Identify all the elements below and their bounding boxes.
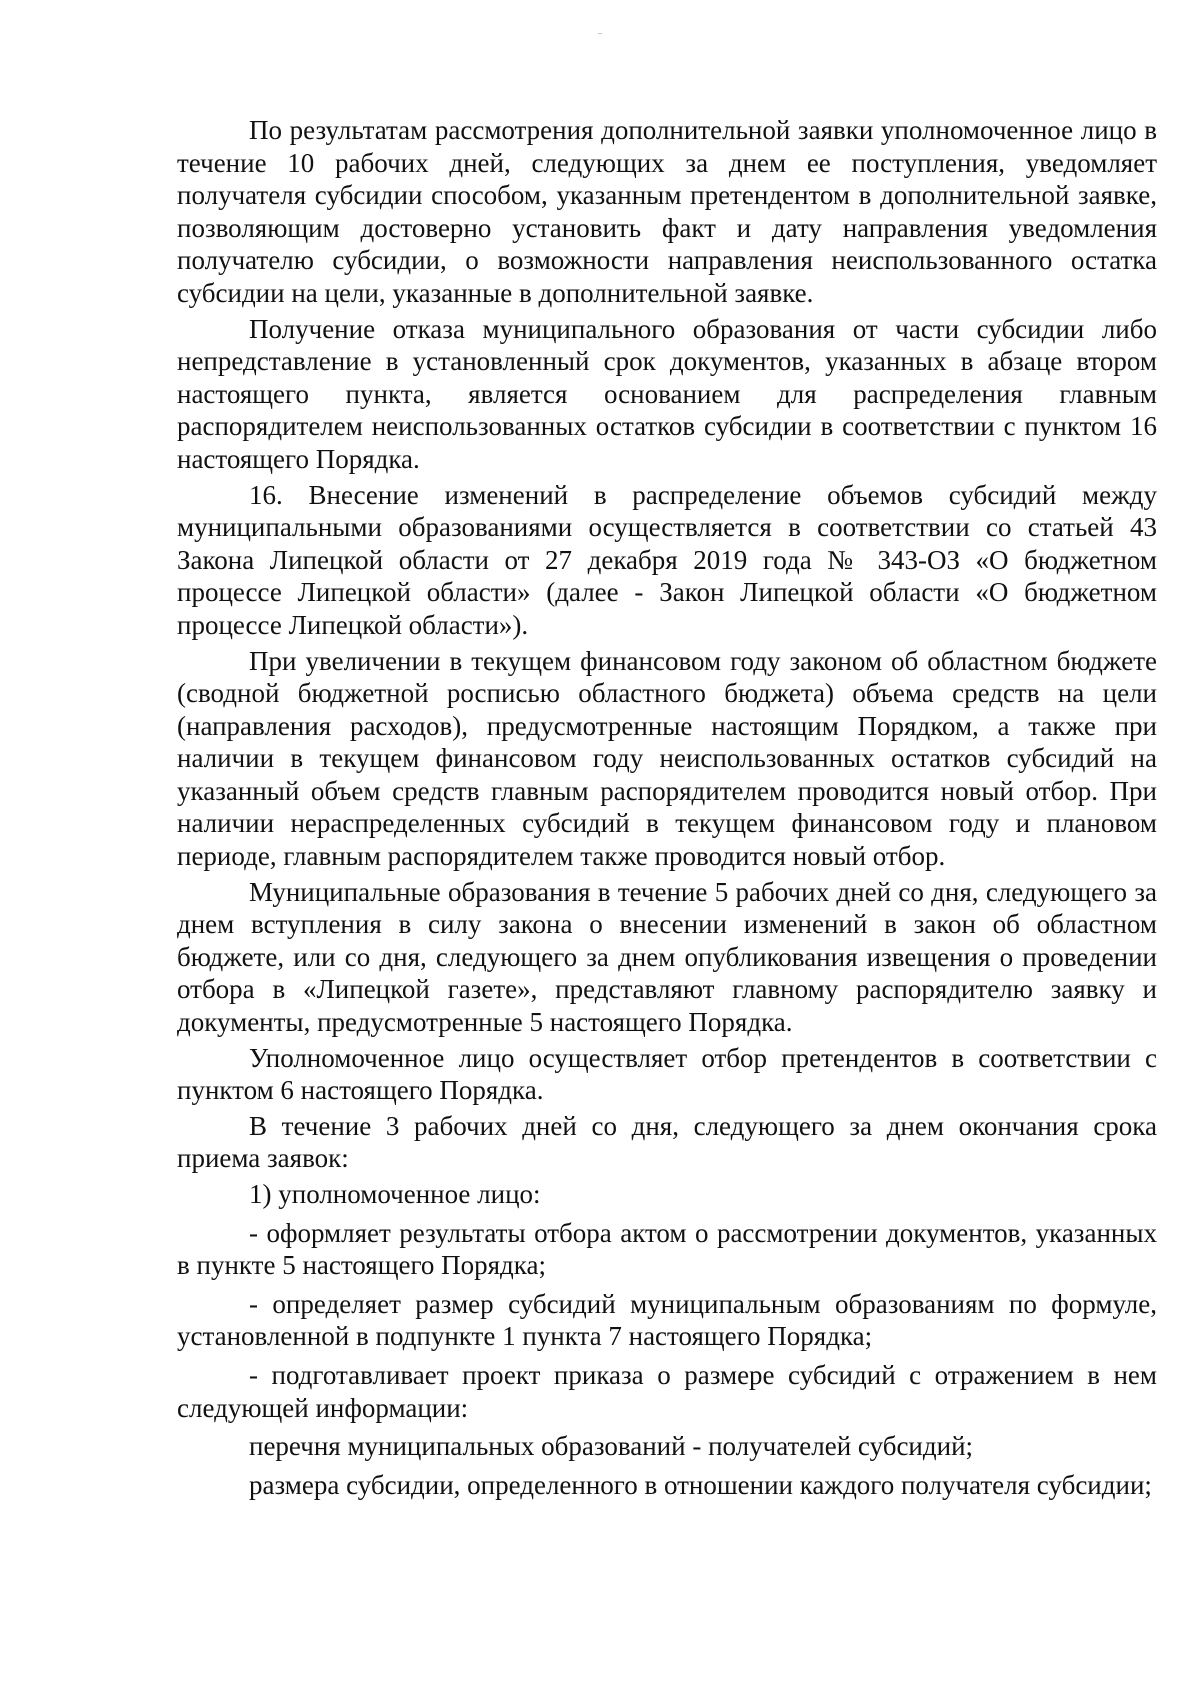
paragraph-budget-increase: При увеличении в текущем финансовом году законом об областном бюджете (сводной бюджетной росписью областного бюджета) объема средств на цели (направления расходов), предусмотренные настоящим Порядком, а также при наличии в текущем финансовом году неиспользованных остатков субсидий на указанный объем средств главным распорядителем проводится новый отбор. При наличии нераспределенных субсидий в текущем финансовом году и плановом периоде, главным распорядителем также проводится новый отбор.: [177, 645, 1157, 872]
list-item-subsidy-size: размера субсидии, определенного в отношении каждого получателя субсидии;: [249, 1469, 1152, 1500]
list-item-order-draft: - подготавливает проект приказа о размере субсидий с отражением в нем следующей информации:: [177, 1359, 1157, 1423]
paragraph-municipal-deadline: Муниципальные образования в течение 5 рабочих дней со дня, следующего за днем вступления в силу закона о внесении изменений в закон об областном бюджете, или со дня, следующего за днем опубликования извещения о проведении отбора в «Липецкой газете», представляют главному распорядителю заявку и документы, предусмотренные 5 настоящего Порядка.: [177, 876, 1157, 1038]
scan-artifact: [598, 33, 602, 34]
list-item-act: - оформляет результаты отбора актом о рассмотрении документов, указанных в пункте 5 настоящего Порядка;: [177, 1217, 1157, 1281]
paragraph-three-days: В течение 3 рабочих дней со дня, следующего за днем окончания срока приема заявок:: [177, 1110, 1157, 1174]
document-body: [177, 114, 1157, 1501]
paragraph-refusal: Получение отказа муниципального образования от части субсидии либо непредставление в установленный срок документов, указанных в абзаце втором настоящего пункта, является основанием для распределения главным распорядителем неиспользованных остатков субсидии в соответствии с пунктом 16 настоящего Порядка.: [177, 313, 1157, 474]
list-item-formula: - определяет размер субсидий муниципальным образованиям по формуле, установленной в подпункте 1 пункта 7 настоящего Порядка;: [177, 1288, 1157, 1352]
list-item-recipients: перечня муниципальных образований - получателей субсидий;: [249, 1431, 974, 1462]
list-item-authorized-person: 1) уполномоченное лицо:: [249, 1179, 541, 1209]
paragraph-selection: Уполномоченное лицо осуществляет отбор претендентов в соответствии с пунктом 6 настоящего Порядка.: [177, 1042, 1157, 1106]
paragraph-item-16: 16. Внесение изменений в распределение объемов субсидий между муниципальными образованиями осуществляется в соответствии со статьей 43 Закона Липецкой области от 27 декабря 2019 года № 343-ОЗ «О бюджетном процессе Липецкой области» (далее - Закон Липецкой области «О бюджетном процессе Липецкой области»).: [177, 479, 1157, 640]
paragraph-notification: По результатам рассмотрения дополнительной заявки уполномоченное лицо в течение 10 рабочих дней, следующих за днем ее поступления, уведомляет получателя субсидии способом, указанным претендентом в дополнительной заявке, позволяющим достоверно установить факт и дату направления уведомления получателю субсидии, о возможности направления неиспользованного остатка субсидии на цели, указанные в дополнительной заявке.: [177, 115, 1157, 308]
